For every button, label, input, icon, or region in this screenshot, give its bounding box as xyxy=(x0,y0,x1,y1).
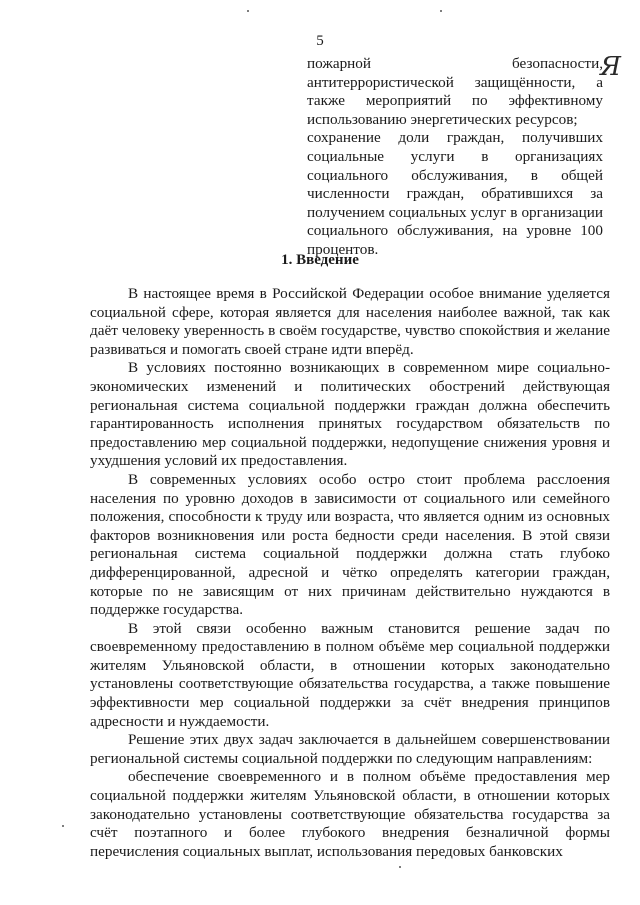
paragraph: Решение этих двух задач заключается в дальнейшем совершенствовании региональной системы социальной поддержки по следующим направлениям: xyxy=(90,731,610,767)
introduction-body xyxy=(90,285,610,861)
handwritten-initial-mark: Я xyxy=(600,52,621,82)
scan-speck xyxy=(62,825,64,827)
paragraph: В этой связи особенно важным становится решение задач по своевременному предоставлению в полном объёме мер социальной поддержки жителям Ульяновской области, в отношении которых законодательно установлены соответствующие обязательства государства, а также повышение эффективности мер социальной поддержки за счёт внедрения принципов адресности и нуждаемости. xyxy=(90,619,610,730)
paragraph: В настоящее время в Российской Федерации особое внимание уделяется социальной сфере, которая является для населения наиболее важной, так как даёт человеку уверенность в своём государстве, чувство спокойствия и желание развиваться и помогать своей стране идти вперёд. xyxy=(90,285,610,358)
paragraph: В условиях постоянно возникающих в современном мире социально-экономических изменений и политических обострений действующая региональная система социальной поддержки граждан должна обеспечить гарантированность исполнения принятых государством обязательств по предоставлению мер социальной поддержки, недопущение снижения уровня и ухудшения условий их предоставления. xyxy=(90,359,610,470)
page-number: 5 xyxy=(316,33,324,49)
continued-list-block xyxy=(307,55,603,260)
scan-speck xyxy=(440,10,442,12)
scan-speck xyxy=(247,10,249,12)
section-heading: 1. Введение xyxy=(281,252,359,268)
scan-speck xyxy=(399,866,401,868)
list-item: сохранение доли граждан, получивших социальные услуги в организациях социального обслуживания, в общей численности граждан, обратившихся за получением социальных услуг в организации социального обслуживания, на уровне 100 процентов. xyxy=(307,129,603,258)
paragraph: обеспечение своевременного и в полном объёме предоставления мер социальной поддержки жителям Ульяновской области, в отношении которых законодательно установлены соответствующие обязательства государства за счёт поэтапного и более глубокого внедрения безналичной формы перечисления социальных выплат, использования передовых банковских xyxy=(90,768,610,860)
list-item: пожарной безопасности, антитеррористической защищённости, а также мероприятий по эффективному использованию энергетических ресурсов; xyxy=(307,55,603,128)
paragraph: В современных условиях особо остро стоит проблема расслоения населения по уровню доходов в зависимости от социального или семейного положения, способности к труду или возраста, что является одним из основных факторов возникновения или роста бедности среди населения. В этой связи региональная система социальной поддержки должна стать глубоко дифференцированной, адресной и чётко определять категории граждан, которые по не зависящим от них причинам действительно нуждаются в поддержке государства. xyxy=(90,470,610,619)
